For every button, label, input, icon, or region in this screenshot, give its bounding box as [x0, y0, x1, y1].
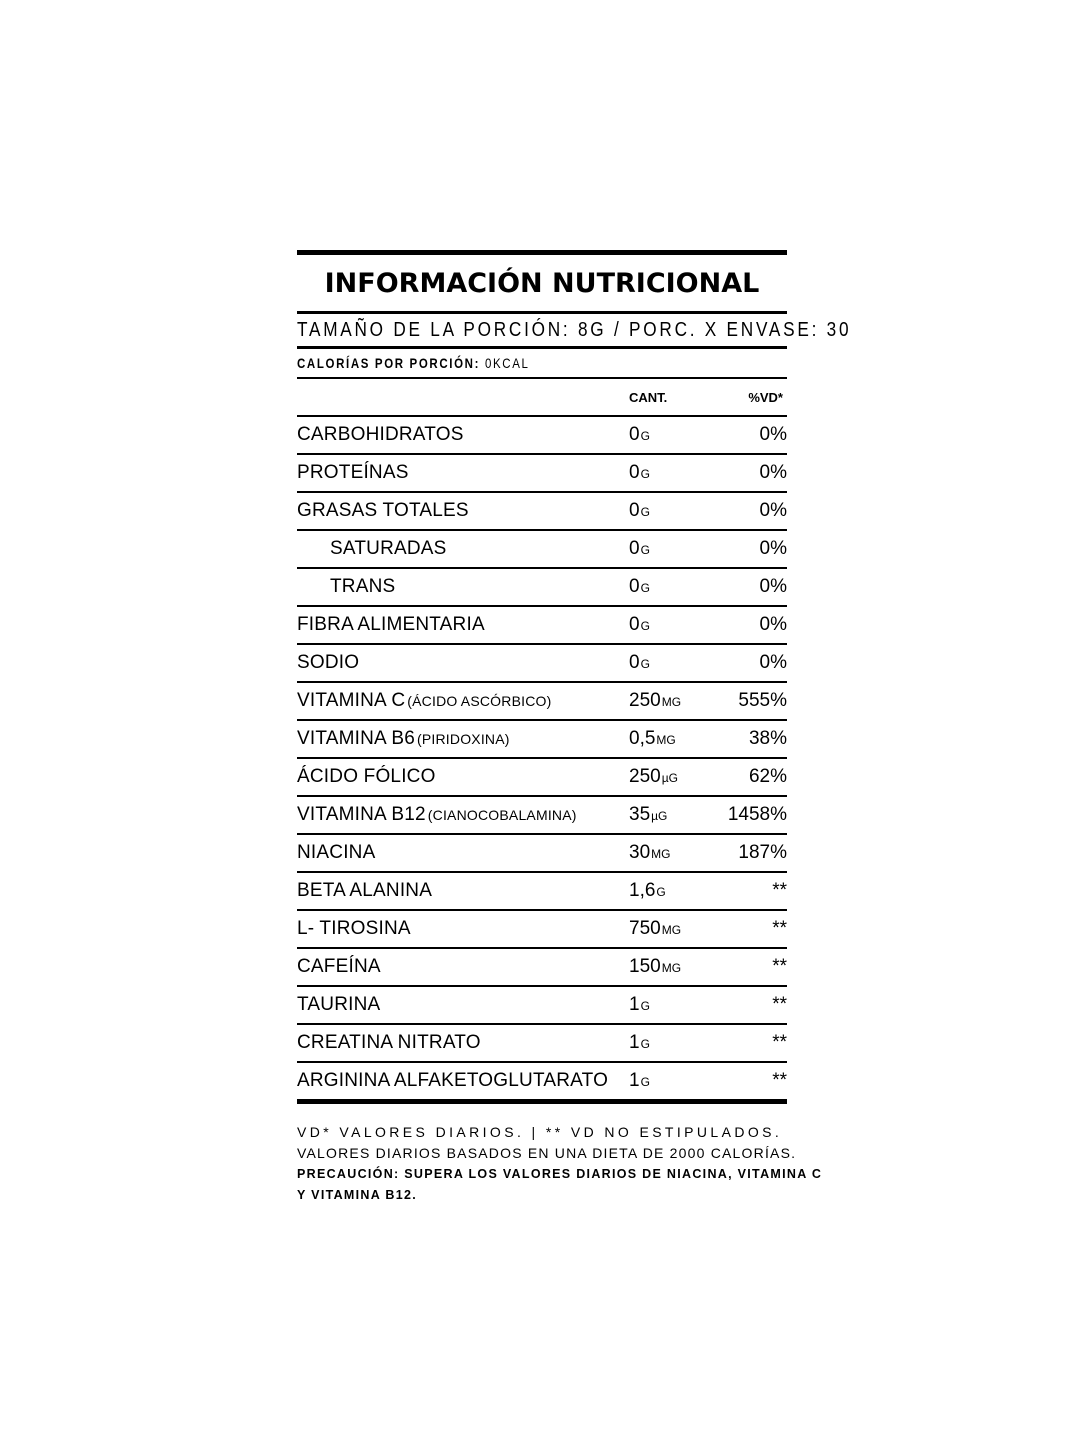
table-row	[297, 493, 787, 531]
amount-unit: µG	[661, 771, 678, 785]
nutrient-table	[297, 417, 787, 1099]
nutrient-daily-value: **	[772, 880, 787, 901]
nutrient-daily-value: **	[772, 956, 787, 977]
amount-unit: G	[640, 429, 650, 443]
calories-label-text: CALORÍAS POR PORCIÓN:	[297, 355, 481, 371]
nutrient-amount	[629, 424, 709, 446]
amount-unit: G	[640, 619, 650, 633]
amount-value: 150	[629, 956, 661, 977]
table-row	[297, 531, 787, 569]
amount-value: 250	[629, 766, 661, 787]
nutrient-note: (PIRIDOXINA)	[417, 731, 510, 747]
nutrient-name	[297, 804, 629, 826]
nutrient-name-text: BETA ALANINA	[297, 880, 433, 901]
nutrient-name	[297, 500, 629, 522]
calories-line	[297, 349, 787, 377]
amount-unit: G	[656, 885, 666, 899]
nutrient-name	[297, 1032, 629, 1054]
amount-value: 0	[629, 462, 640, 483]
nutrient-name	[297, 956, 629, 978]
table-row	[297, 1025, 787, 1063]
nutrient-daily-value: 0%	[759, 652, 787, 673]
table-row	[297, 683, 787, 721]
nutrient-daily-value: **	[772, 1032, 787, 1053]
amount-value: 30	[629, 842, 651, 863]
nutrient-name	[297, 690, 629, 712]
nutrient-name-text: TRANS	[330, 576, 396, 597]
footer-caution-cont: Y VITAMINA B12.	[297, 1188, 417, 1202]
amount-value: 1	[629, 1032, 640, 1053]
nutrient-name-text: CARBOHIDRATOS	[297, 424, 464, 445]
nutrient-daily-value: **	[772, 994, 787, 1015]
table-row	[297, 797, 787, 835]
nutrient-name	[297, 424, 629, 446]
bottom-rule	[297, 1099, 787, 1104]
table-row	[297, 1063, 787, 1099]
nutrient-daily-value: 38%	[748, 728, 787, 749]
nutrient-daily-value: 0%	[759, 500, 787, 521]
footer-diet-note: VALORES DIARIOS BASADOS EN UNA DIETA DE 2000 CALORÍAS.	[297, 1145, 797, 1161]
nutrient-name	[297, 880, 629, 902]
table-row	[297, 645, 787, 683]
serving-size-line: TAMAÑO DE LA PORCIÓN: 8G / PORC. X ENVASE: 30	[297, 318, 852, 341]
nutrient-name	[297, 652, 629, 674]
nutrient-amount	[629, 690, 709, 712]
table-row	[297, 759, 787, 797]
amount-value: 0	[629, 500, 640, 521]
nutrient-name	[297, 538, 629, 560]
table-row	[297, 417, 787, 455]
nutrient-amount	[629, 1070, 709, 1092]
amount-unit: G	[640, 505, 650, 519]
nutrient-amount	[629, 500, 709, 522]
nutrient-name-text: ÁCIDO FÓLICO	[297, 766, 436, 787]
nutrient-amount	[629, 918, 709, 940]
nutrient-amount	[629, 462, 709, 484]
nutrient-name-text: VITAMINA C	[297, 690, 406, 711]
nutrient-daily-value: 187%	[738, 842, 787, 863]
nutrient-amount	[629, 614, 709, 636]
label-title: INFORMACIÓN NUTRICIONAL	[324, 267, 760, 299]
amount-value: 35	[629, 804, 651, 825]
nutrient-name	[297, 576, 629, 598]
nutrient-amount	[629, 842, 709, 864]
amount-unit: G	[640, 467, 650, 481]
footer-notes	[297, 1122, 823, 1206]
amount-unit: G	[640, 1037, 650, 1051]
table-row	[297, 835, 787, 873]
nutrient-name-text: VITAMINA B6	[297, 728, 415, 749]
amount-value: 750	[629, 918, 661, 939]
nutrient-amount	[629, 1032, 709, 1054]
nutrient-name-text: L- TIROSINA	[297, 918, 411, 939]
amount-value: 0	[629, 424, 640, 445]
amount-value: 0	[629, 614, 640, 635]
nutrient-name	[297, 614, 629, 636]
nutrient-daily-value: 0%	[759, 424, 787, 445]
nutrient-name	[297, 842, 629, 864]
nutrient-name-text: NIACINA	[297, 842, 376, 863]
amount-value: 250	[629, 690, 661, 711]
amount-unit: G	[640, 581, 650, 595]
amount-value: 0,5	[629, 728, 656, 749]
amount-unit: MG	[651, 847, 671, 861]
nutrient-daily-value: **	[772, 918, 787, 939]
nutrient-name	[297, 766, 629, 788]
nutrient-name-text: SATURADAS	[330, 538, 447, 559]
column-header-daily-value: %VD*	[748, 389, 783, 405]
nutrient-name	[297, 728, 629, 750]
amount-unit: G	[640, 1075, 650, 1089]
calories-value: 0KCAL	[484, 355, 530, 371]
amount-unit: G	[640, 657, 650, 671]
amount-unit: MG	[661, 923, 682, 937]
nutrient-name-text: PROTEÍNAS	[297, 462, 409, 483]
nutrient-name	[297, 1070, 629, 1092]
nutrient-daily-value: 0%	[759, 462, 787, 483]
nutrient-daily-value: **	[772, 1070, 787, 1091]
calories-label	[297, 355, 530, 371]
nutrition-facts-label	[297, 250, 852, 1206]
amount-unit: µG	[651, 809, 668, 823]
amount-unit: MG	[656, 733, 676, 747]
table-row	[297, 721, 787, 759]
amount-unit: MG	[661, 961, 682, 975]
nutrient-amount	[629, 766, 709, 788]
nutrient-name-text: TAURINA	[297, 994, 381, 1015]
nutrient-name	[297, 462, 629, 484]
nutrient-amount	[629, 728, 709, 750]
nutrient-amount	[629, 994, 709, 1016]
nutrient-name-text: VITAMINA B12	[297, 804, 426, 825]
amount-value: 1	[629, 994, 640, 1015]
nutrient-name-text: SODIO	[297, 652, 360, 673]
nutrient-name	[297, 994, 629, 1016]
amount-value: 0	[629, 576, 640, 597]
nutrient-name-text: GRASAS TOTALES	[297, 500, 469, 521]
caution-text: SUPERA LOS VALORES DIARIOS DE NIACINA, VITAMINA C	[404, 1167, 823, 1181]
table-row	[297, 949, 787, 987]
nutrient-daily-value: 555%	[738, 690, 787, 711]
nutrient-daily-value: 62%	[748, 766, 787, 787]
nutrient-name-text: ARGININA ALFAKETOGLUTARATO	[297, 1070, 609, 1091]
nutrient-note: (CIANOCOBALAMINA)	[427, 807, 577, 823]
amount-value: 0	[629, 652, 640, 673]
amount-value: 1,6	[629, 880, 656, 901]
table-row	[297, 607, 787, 645]
amount-value: 1	[629, 1070, 640, 1091]
nutrient-daily-value: 0%	[759, 538, 787, 559]
table-row	[297, 873, 787, 911]
nutrient-amount	[629, 956, 709, 978]
nutrient-note: (ÁCIDO ASCÓRBICO)	[407, 693, 552, 709]
nutrient-name-text: CAFEÍNA	[297, 956, 381, 977]
nutrient-daily-value: 0%	[759, 576, 787, 597]
amount-unit: MG	[661, 695, 682, 709]
amount-value: 0	[629, 538, 640, 559]
nutrient-amount	[629, 652, 709, 674]
column-headers	[297, 379, 787, 415]
nutrient-amount	[629, 880, 709, 902]
nutrient-amount	[629, 804, 709, 826]
amount-unit: G	[640, 999, 650, 1013]
nutrient-name	[297, 918, 629, 940]
table-row	[297, 455, 787, 493]
nutrient-name-text: CREATINA NITRATO	[297, 1032, 481, 1053]
table-row	[297, 987, 787, 1025]
table-row	[297, 911, 787, 949]
nutrient-name-text: FIBRA ALIMENTARIA	[297, 614, 485, 635]
footer-vd-note: VD* VALORES DIARIOS. | ** VD NO ESTIPULADOS.	[297, 1124, 783, 1140]
footer-caution	[297, 1164, 823, 1185]
caution-label: PRECAUCIÓN:	[297, 1167, 400, 1181]
nutrient-amount	[629, 538, 709, 560]
nutrient-daily-value: 1458%	[727, 804, 787, 825]
amount-unit: G	[640, 543, 650, 557]
nutrient-daily-value: 0%	[759, 614, 787, 635]
column-header-amount: CANT.	[629, 389, 668, 405]
table-row	[297, 569, 787, 607]
nutrient-amount	[629, 576, 709, 598]
